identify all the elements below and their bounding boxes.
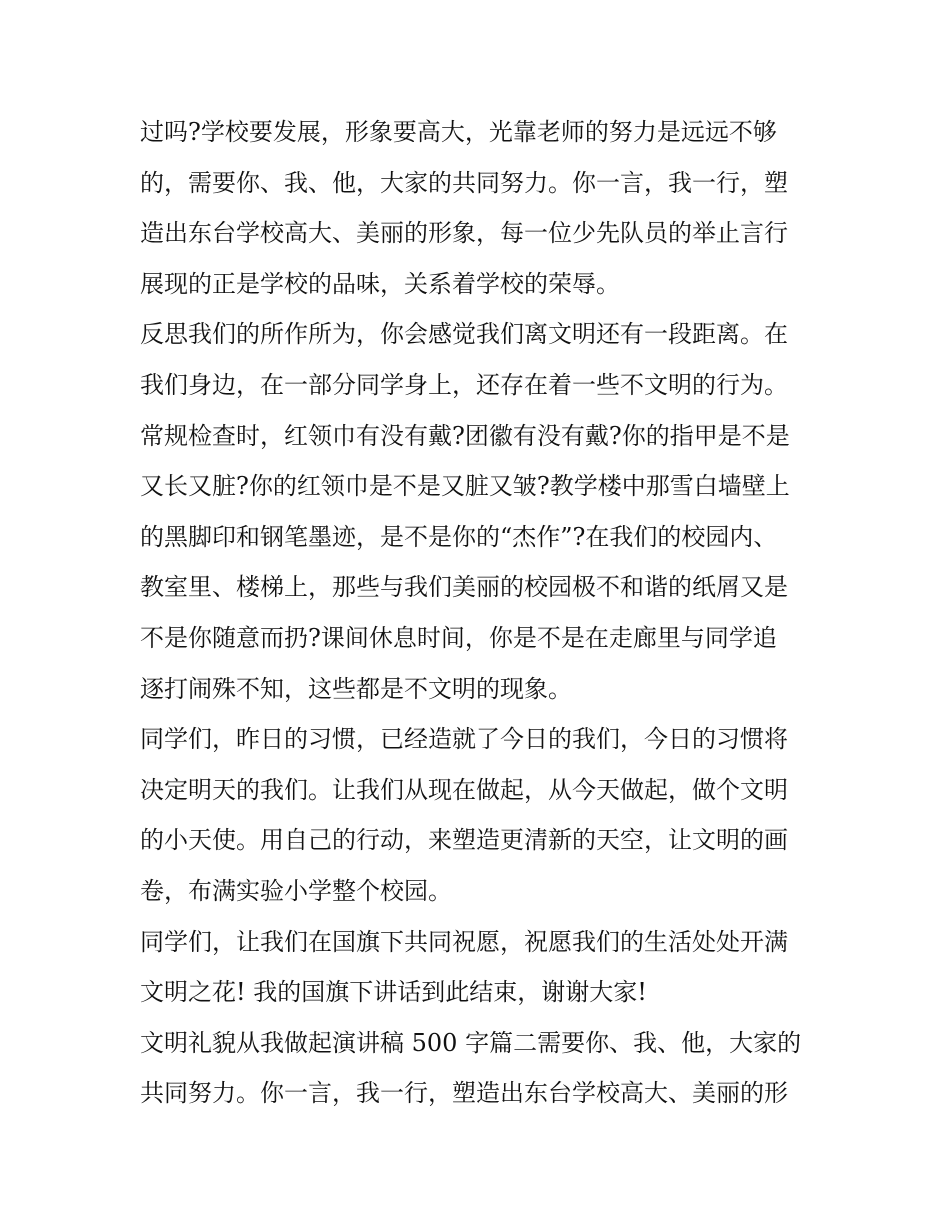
paragraph-5 [140,1018,820,1119]
text-line: 卷，布满实验小学整个校园。 [140,876,452,905]
text-line: 同学们，让我们在国旗下共同祝愿，祝愿我们的生活处处开满 [140,927,788,956]
text-line: 同学们，昨日的习惯，已经造就了今日的我们，今日的习惯将 [140,725,788,754]
text-line: 文明之花! 我的国旗下讲话到此结束，谢谢大家! [140,978,647,1007]
text-line: 我们身边，在一部分同学身上，还存在着一些不文明的行为。 [140,370,788,399]
text-line: 的小天使。用自己的行动，来塑造更清新的天空，让文明的画 [140,826,788,855]
text-line: 的黑脚印和钢笔墨迹，是不是你的“杰作”?在我们的校园内、 [140,522,778,551]
text-line: 文明礼貌从我做起演讲稿 500 字篇二需要你、我、他，大家的 [140,1028,802,1057]
text-line: 过吗?学校要发展，形象要高大，光靠老师的努力是远远不够 [140,118,777,146]
text-line: 反思我们的所作所为，你会感觉我们离文明还有一段距离。在 [140,320,788,349]
paragraph-4 [140,917,820,1018]
text-line: 教室里、楼梯上，那些与我们美丽的校园极不和谐的纸屑又是 [140,573,788,602]
paragraph-2 [140,309,820,714]
text-line: 逐打闹殊不知，这些都是不文明的现象。 [140,674,572,703]
text-line: 展现的正是学校的品味，关系着学校的荣辱。 [140,269,620,298]
text-line: 常规检查时，红领巾有没有戴?团徽有没有戴?你的指甲是不是 [140,421,790,450]
document-body [140,107,820,1119]
text-line: 的，需要你、我、他，大家的共同努力。你一言，我一行，塑 [140,168,788,197]
text-line: 决定明天的我们。让我们从现在做起，从今天做起，做个文明 [140,775,788,804]
text-line: 又长又脏?你的红领巾是不是又脏又皱?教学楼中那雪白墙壁上 [140,472,790,501]
paragraph-1 [140,107,820,309]
text-line: 造出东台学校高大、美丽的形象，每一位少先队员的举止言行 [140,219,788,248]
text-line: 不是你随意而扔?课间休息时间，你是不是在走廊里与同学追 [140,623,777,652]
text-line: 共同努力。你一言，我一行，塑造出东台学校高大、美丽的形 [140,1079,788,1108]
paragraph-3 [140,714,820,916]
